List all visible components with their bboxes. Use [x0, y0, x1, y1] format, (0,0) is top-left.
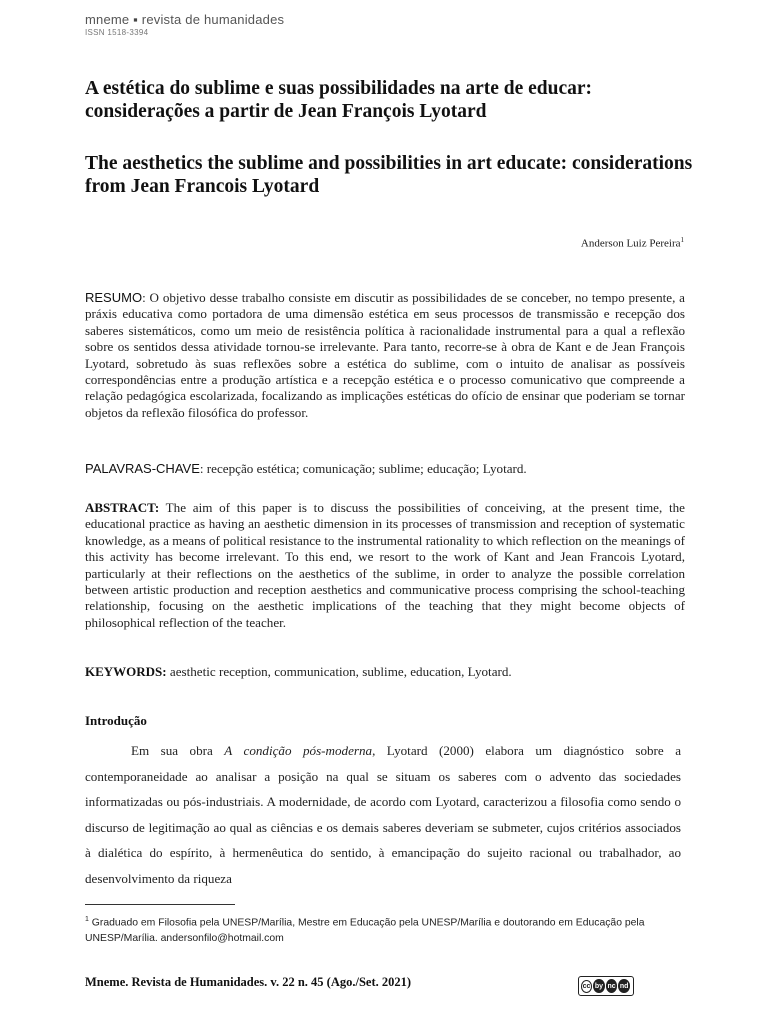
introducao-body — [85, 738, 681, 892]
intro-book-title: A condição pós-moderna — [224, 743, 373, 758]
by-icon: by — [593, 979, 605, 993]
palavras-chave-label: PALAVRAS-CHAVE — [85, 461, 200, 476]
resumo-text: : O objetivo desse trabalho consiste em discutir as possibilidades de se conceber, no tempo presente, a práxis educativa como portadora de uma dimensão estética em seus processos de transmissão e recepção dos saberes sistemáticos, como um meio de resistência política à racionalidade instrumental para a qual a reflexão sobre os sentidos dessa atividade tornou-se irrelevante. Para tanto, recorre-se à obra de Kant e de Jean François Lyotard, sobretudo às suas reflexões sobre a estética do sublime, com o intuito de analisar as possíveis correspondências entre a produção artística e a recepção estética e o processo comunicativo que compreende a relação pedagógica escolarizada, focalizando as implicações estéticas do ofício de ensinar que poderiam se tornar objetos da reflexão filosófica do professor. — [85, 290, 685, 420]
cc-icon: cc — [581, 980, 592, 993]
logo-sub: revista de humanidades — [141, 12, 285, 27]
abstract-text: The aim of this paper is to discuss the possibilities of conceiving, at the present time, the educational practice as having an aesthetic dimension in its processes of transmission and reception of systematic knowledge, as a means of political resistance to the instrumental rationality to which reflection on the meanings of this activity has become irrelevant. To this end, we resort to the work of Kant and Jean Francois Lyotard, particularly at their reflections on the aesthetics of the sublime, in order to analyze the possible correlation between artistic production and reception aesthetics and communicative process comprising the school-teaching relationship, focusing on the aesthetic implications of the teaching that they might become objects of philosophical reflection of the teacher. — [85, 500, 685, 630]
journal-logo — [85, 12, 284, 37]
resumo-paragraph — [85, 290, 685, 421]
resumo-label: RESUMO — [85, 290, 143, 305]
introducao-paragraph — [85, 738, 681, 892]
title-portuguese: A estética do sublime e suas possibilidades na arte de educar: considerações a partir de Jean François Lyotard — [85, 78, 593, 122]
logo-main: mneme — [85, 12, 130, 27]
author-line — [581, 236, 684, 250]
issn: ISSN 1518-3394 — [85, 28, 149, 37]
journal-citation: Mneme. Revista de Humanidades. v. 22 n. 45 (Ago./Set. 2021) — [85, 975, 412, 989]
footnote-separator — [85, 904, 235, 905]
footnote-text: Graduado em Filosofia pela UNESP/Marília, Mestre em Educação pela UNESP/Marília e doutorando em Educação pela UNESP/Marília. andersonfilo@hotmail.com — [85, 917, 645, 945]
footnote — [85, 912, 695, 947]
abstract-paragraph — [85, 500, 685, 631]
author-footnote-mark[interactable]: 1 — [680, 236, 684, 244]
keywords-paragraph — [85, 664, 685, 680]
intro-text-after: , Lyotard (2000) elabora um diagnóstico sobre a contemporaneidade ao analisar a posição na qual se situam os saberes com o advento das sociedades informatizadas ou pós-industriais. A modernidade, de acordo com Lyotard, caracterizou a filosofia como sendo o discurso de legitimação ao qual as ciências e os demais saberes deveriam se submeter, cujos critérios associados à dialética do espírito, à hermenêutica do sentido, à emancipação do sujeito racional ou trabalhador, ao desenvolvimento da riqueza — [85, 743, 682, 886]
section-heading-introducao: Introdução — [85, 713, 147, 728]
author-name: Anderson Luiz Pereira — [580, 237, 681, 250]
nd-icon: nd — [618, 979, 630, 993]
intro-text-before: Em sua obra — [131, 743, 225, 758]
title-english: The aesthetics the sublime and possibilities in art educate: considerations from Jean Francois Lyotard — [85, 153, 693, 197]
palavras-chave-text: : recepção estética; comunicação; sublime; educação; Lyotard. — [199, 461, 527, 476]
journal-logo-text: mneme ▪ revista de humanidades — [85, 12, 285, 27]
footnote-mark: 1 — [85, 916, 89, 923]
palavras-chave-paragraph — [85, 461, 685, 477]
abstract-label: ABSTRACT: — [85, 500, 160, 515]
keywords-label: KEYWORDS: — [85, 664, 167, 679]
nc-icon: nc — [606, 979, 618, 993]
keywords-text: aesthetic reception, communication, sublime, education, Lyotard. — [166, 664, 512, 679]
creative-commons-badge[interactable] — [578, 976, 634, 996]
